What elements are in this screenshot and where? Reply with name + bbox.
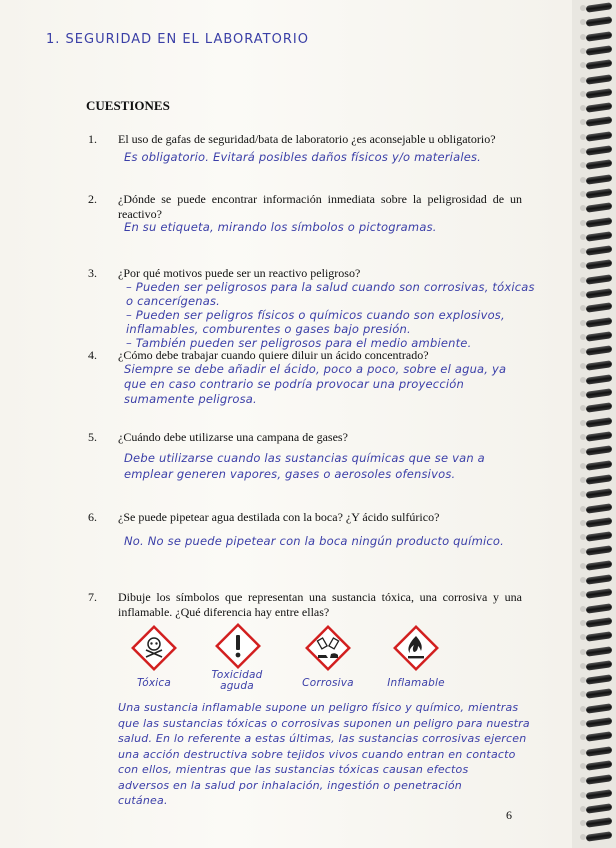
spiral-coil — [586, 660, 613, 671]
question-7-text: Dibuje los símbolos que representan una sustancia tóxica, una corrosiva y una inflamable. ¿Qué diferencia hay entre ellas? — [118, 590, 522, 619]
question-7-number: 7. — [88, 590, 97, 604]
answer-line: Una sustancia inflamable supone un peligro físico y químico, mientras — [118, 701, 519, 714]
spiral-coil — [586, 303, 613, 314]
spiral-coil — [586, 474, 613, 485]
hazard-pictograms — [128, 624, 448, 694]
answer-line: No. No se puede pipetear con la boca ningún producto químico. — [124, 534, 504, 548]
question-6-text: ¿Se puede pipetear agua destilada con la boca? ¿Y ácido sulfúrico? — [118, 510, 440, 524]
answer-line: adversos en la salud por inhalación, ingestión o penetración — [118, 778, 462, 792]
spiral-coil — [586, 260, 613, 271]
answer-line: que las sustancias tóxicas o corrosivas suponen un peligro para nuestra — [118, 716, 530, 730]
question-3-text: ¿Por qué motivos puede ser un reactivo peligroso? — [118, 266, 361, 280]
symbol-label-flammable: Inflamable — [387, 677, 445, 689]
spiral-coil — [586, 17, 613, 28]
spiral-coil — [586, 832, 613, 843]
page-header-title: 1. SEGURIDAD EN EL LABORATORIO — [46, 32, 309, 47]
answer-line: o cancerígenas. — [126, 294, 221, 308]
spiral-coil — [586, 160, 613, 171]
spiral-coil — [586, 760, 613, 771]
spiral-coil — [586, 331, 613, 342]
question-6-answer — [124, 534, 524, 549]
answer-line: sumamente peligrosa. — [124, 392, 257, 406]
spiral-coil — [586, 560, 613, 571]
answer-line: Siempre se debe añadir el ácido, poco a poco, sobre el agua, ya — [124, 362, 507, 376]
spiral-coil — [586, 74, 613, 85]
answer-line: cutánea. — [118, 794, 168, 807]
spiral-coil — [586, 774, 613, 785]
spiral-coil — [586, 374, 613, 385]
question-4-text: ¿Cómo debe trabajar cuando quiere diluir un ácido concentrado? — [118, 348, 429, 362]
spiral-coil — [586, 417, 613, 428]
spiral-coil — [586, 188, 613, 199]
question-2-answer — [124, 220, 524, 235]
answer-line: En su etiqueta, mirando los símbolos o pictogramas. — [124, 220, 437, 234]
spiral-coil — [586, 703, 613, 714]
spiral-coil — [586, 360, 613, 371]
spiral-coil — [586, 388, 613, 399]
spiral-coil — [586, 102, 613, 113]
spiral-coil — [586, 131, 613, 142]
spiral-coil — [586, 145, 613, 156]
flame-icon — [392, 624, 440, 672]
spiral-coil — [586, 274, 613, 285]
spiral-coil — [586, 202, 613, 213]
spiral-coil — [586, 45, 613, 56]
answer-line: Es obligatorio. Evitará posibles daños físicos y/o materiales. — [124, 150, 482, 164]
question-5-answer — [124, 450, 524, 482]
spiral-coil — [586, 403, 613, 414]
question-4-number: 4. — [88, 348, 97, 362]
answer-line: – También pueden ser peligrosos para el medio ambiente. — [126, 336, 472, 350]
spiral-coil — [586, 617, 613, 628]
spiral-coil — [586, 546, 613, 557]
spiral-coil — [586, 789, 613, 800]
spiral-coil — [586, 689, 613, 700]
spiral-coil — [586, 59, 613, 70]
spiral-coil — [586, 603, 613, 614]
spiral-coil — [586, 574, 613, 585]
notebook-spiral-binding — [572, 0, 616, 848]
spiral-coil — [586, 674, 613, 685]
answer-line: con ellos, mientras que las sustancias tóxicas causan efectos — [118, 763, 469, 776]
spiral-coil — [586, 2, 613, 13]
spiral-coil — [586, 317, 613, 328]
answer-line: emplear generen vapores, gases o aerosoles ofensivos. — [124, 467, 456, 481]
question-5-number: 5. — [88, 430, 97, 444]
spiral-coil — [586, 732, 613, 743]
spiral-coil — [586, 31, 613, 42]
question-2-text: ¿Dónde se puede encontrar información inmediata sobre la peligrosidad de un reactivo? — [118, 192, 522, 221]
question-1-answer — [124, 150, 524, 165]
spiral-coil — [586, 117, 613, 128]
skull-crossbones-icon — [130, 624, 178, 672]
question-4-answer — [124, 362, 524, 407]
section-title: CUESTIONES — [86, 98, 170, 113]
answer-line: inflamables, comburentes o gases bajo presión. — [126, 322, 411, 336]
spiral-coil — [586, 217, 613, 228]
spiral-coil — [586, 503, 613, 514]
spiral-coil — [586, 431, 613, 442]
corrosion-icon — [304, 624, 352, 672]
page-number: 6 — [506, 808, 512, 822]
spiral-coil — [586, 88, 613, 99]
question-3-number: 3. — [88, 266, 97, 280]
spiral-coil — [586, 717, 613, 728]
spiral-coil — [586, 631, 613, 642]
answer-line: – Pueden ser peligrosos para la salud cuando son corrosivas, tóxicas — [126, 280, 535, 294]
spiral-coil — [586, 460, 613, 471]
spiral-coil — [586, 288, 613, 299]
spiral-coil — [586, 589, 613, 600]
spiral-coil — [586, 174, 613, 185]
question-6-number: 6. — [88, 510, 97, 524]
spiral-coil — [586, 446, 613, 457]
question-3-answer — [126, 280, 535, 350]
answer-line: salud. En lo referente a estas últimas, las sustancias corrosivas ejercen — [118, 732, 527, 745]
symbol-label-acute-toxicity: Toxicidad aguda — [211, 669, 263, 692]
spiral-coil — [586, 517, 613, 528]
exclamation-mark-icon — [214, 622, 262, 670]
spiral-coil — [586, 531, 613, 542]
answer-line: una acción destructiva sobre tejidos vivos cuando entran en contacto — [118, 747, 516, 761]
spiral-coil — [586, 646, 613, 657]
spiral-coil — [586, 803, 613, 814]
spiral-coil — [586, 345, 613, 356]
answer-line: Debe utilizarse cuando las sustancias químicas que se van a — [124, 451, 485, 465]
spiral-coil — [586, 746, 613, 757]
question-1-text: El uso de gafas de seguridad/bata de laboratorio ¿es aconsejable u obligatorio? — [118, 132, 496, 146]
question-2-number: 2. — [88, 192, 97, 206]
answer-line: – Pueden ser peligros físicos o químicos cuando son explosivos, — [126, 308, 505, 322]
symbol-label-corrosive: Corrosiva — [302, 677, 354, 689]
spiral-coil — [586, 817, 613, 828]
answer-line: que en caso contrario se podría provocar una proyección — [124, 377, 464, 391]
symbol-label-toxic: Tóxica — [136, 677, 172, 689]
question-5-text: ¿Cuándo debe utilizarse una campana de gases? — [118, 430, 348, 444]
spiral-coil — [586, 245, 613, 256]
spiral-coil — [586, 488, 613, 499]
spiral-coil — [586, 231, 613, 242]
question-7-answer — [118, 700, 538, 809]
question-1-number: 1. — [88, 132, 97, 146]
